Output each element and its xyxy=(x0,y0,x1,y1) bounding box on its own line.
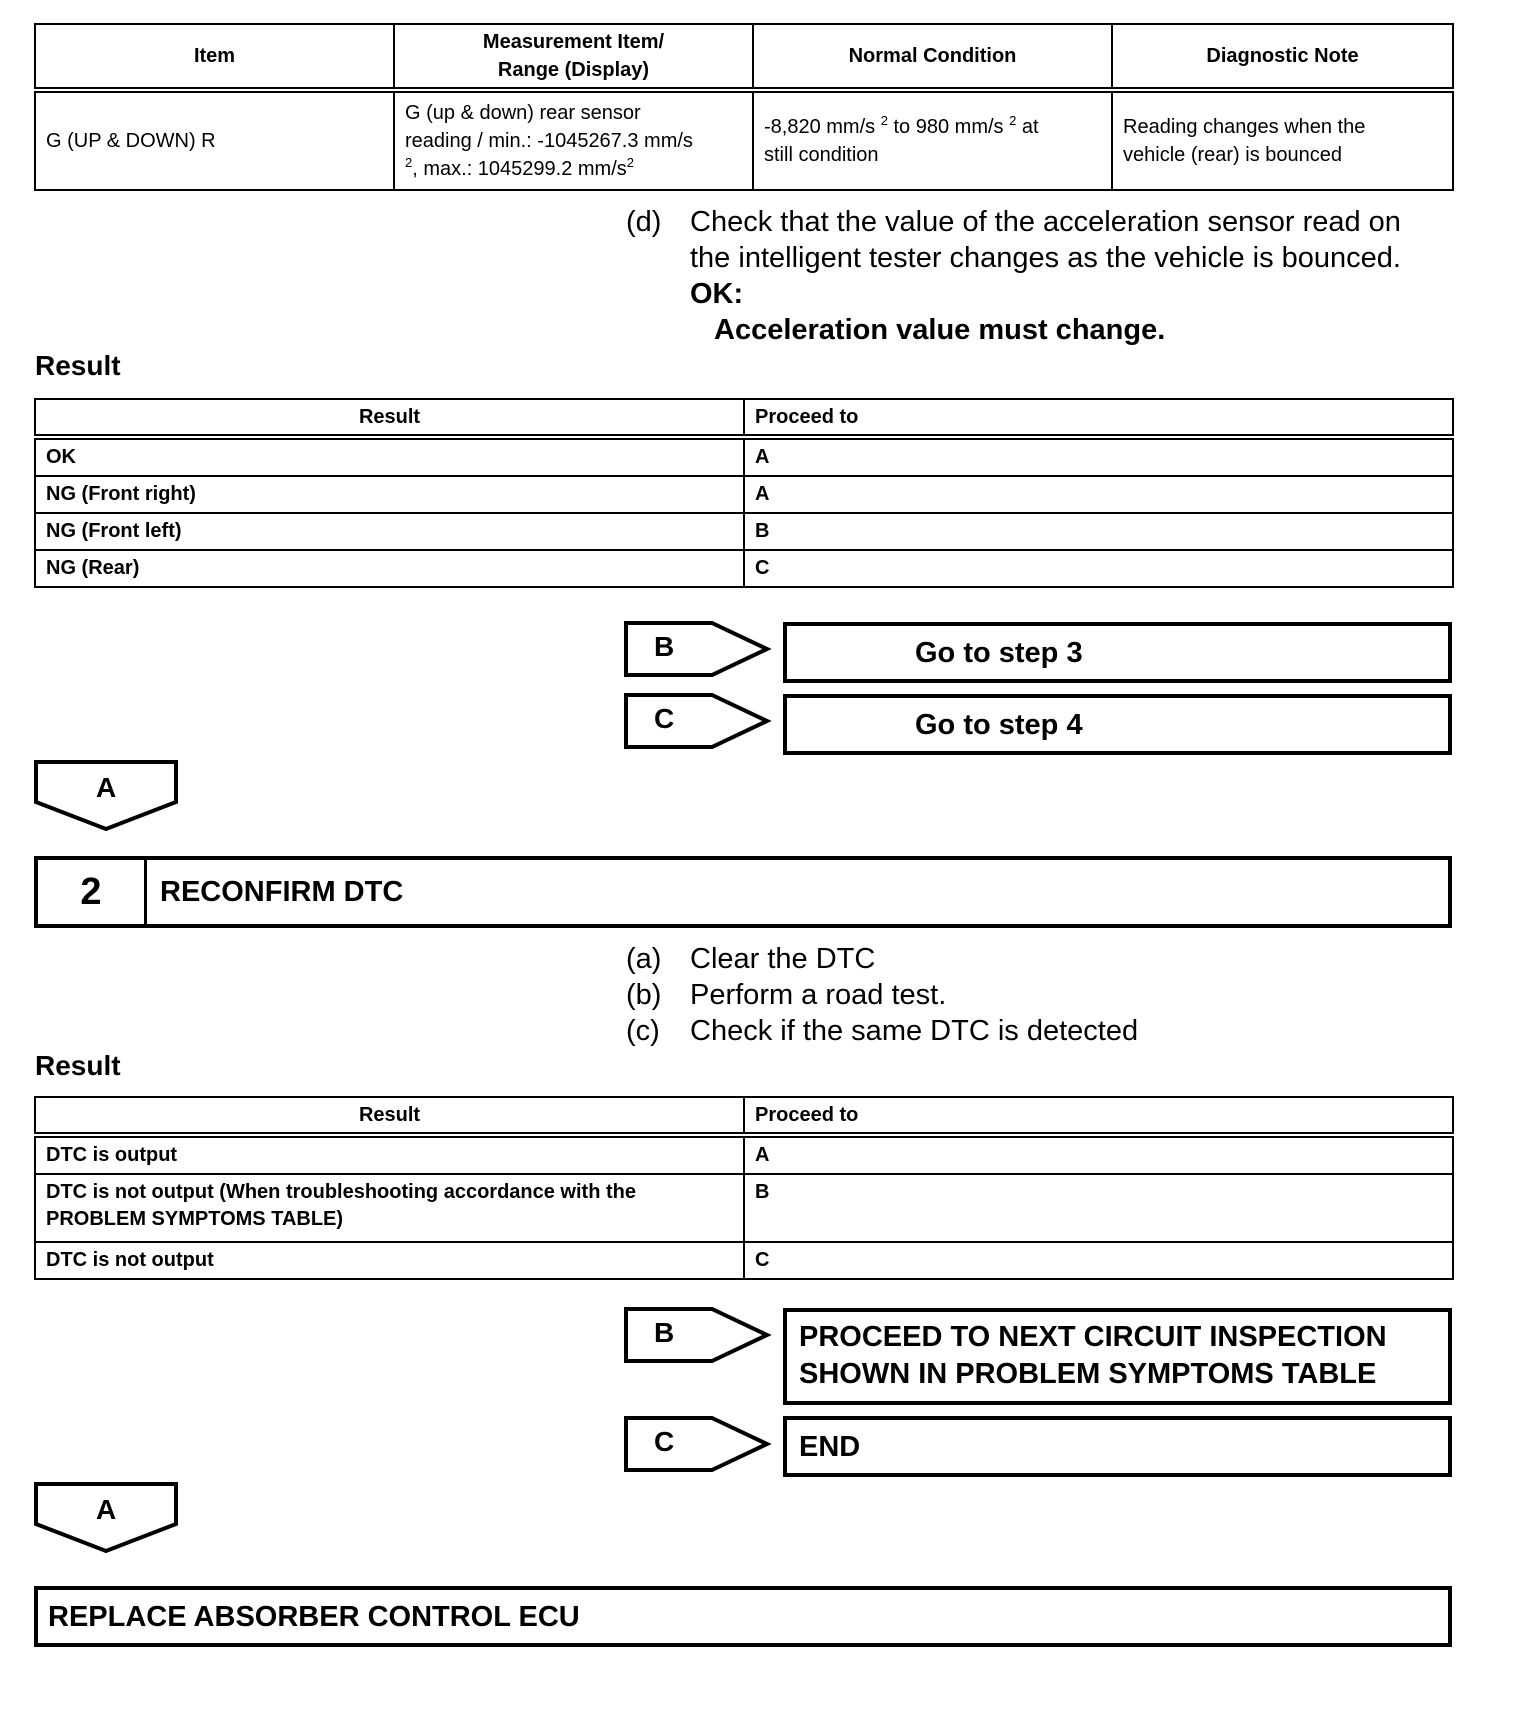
result-heading: Result xyxy=(35,1050,121,1081)
cell-proceed: C xyxy=(744,550,1453,587)
cell-result: NG (Front left) xyxy=(35,513,744,550)
note-line1: Reading changes when the xyxy=(1123,116,1366,138)
cell-proceed: C xyxy=(744,1242,1453,1279)
header-diagnostic-note: Diagnostic Note xyxy=(1112,24,1453,90)
instruction-text: Check if the same DTC is detected xyxy=(690,1015,1139,1047)
cell-normal-condition xyxy=(753,90,1112,190)
branch-tag-b[interactable] xyxy=(624,1307,770,1363)
normal-part: at xyxy=(1016,116,1039,138)
header-measurement-item xyxy=(394,24,753,90)
action-text: Go to step 3 xyxy=(915,637,1083,669)
ok-criteria: Acceleration value must change. xyxy=(714,314,1166,346)
header-proceed-to: Proceed to xyxy=(744,399,1453,437)
table-row xyxy=(35,476,1453,513)
instruction-label: (d) xyxy=(626,206,662,238)
measurement-line2: reading / min.: -1045267.3 mm/s xyxy=(405,130,693,152)
measurement-line3: , max.: 1045299.2 mm/s xyxy=(412,158,627,180)
instruction-label: (a) xyxy=(626,943,662,975)
action-line2: SHOWN IN PROBLEM SYMPTOMS TABLE xyxy=(799,1358,1377,1390)
step-title: RECONFIRM DTC xyxy=(160,875,404,908)
cell-result xyxy=(35,1174,744,1242)
table-row xyxy=(35,1135,1453,1174)
instruction-d xyxy=(626,204,1446,354)
measurement-spec-table xyxy=(34,23,1454,191)
replace-ecu-box[interactable] xyxy=(34,1586,1452,1647)
cell-proceed: B xyxy=(744,1174,1453,1242)
instruction-text: Perform a road test. xyxy=(690,979,947,1011)
result-table-1 xyxy=(34,398,1454,588)
result-table-2 xyxy=(34,1096,1454,1280)
cell-result: OK xyxy=(35,437,744,476)
ok-label: OK: xyxy=(690,278,744,310)
arrow-right-tag-icon xyxy=(624,693,770,749)
tag-letter: A xyxy=(96,772,117,803)
superscript: 2 xyxy=(405,155,413,170)
header-result: Result xyxy=(35,1097,744,1135)
tag-letter: C xyxy=(654,1426,675,1457)
normal-line2: still condition xyxy=(764,144,879,166)
cell-proceed: A xyxy=(744,437,1453,476)
instruction-text: Clear the DTC xyxy=(690,943,876,975)
step-number: 2 xyxy=(38,860,147,924)
table-row xyxy=(35,513,1453,550)
table-row xyxy=(35,1174,1453,1242)
instruction-label: (c) xyxy=(626,1015,660,1047)
cell-result: NG (Rear) xyxy=(35,550,744,587)
result-line2: PROBLEM SYMPTOMS TABLE) xyxy=(46,1208,344,1230)
tag-letter: B xyxy=(654,1317,675,1348)
action-line1: PROCEED TO NEXT CIRCUIT INSPECTION xyxy=(799,1321,1387,1353)
cell-diagnostic-note xyxy=(1112,90,1453,190)
cell-item: G (UP & DOWN) R xyxy=(35,90,394,190)
table-row xyxy=(35,437,1453,476)
table-row xyxy=(35,550,1453,587)
branch-tag-c[interactable] xyxy=(624,693,770,749)
cell-result: NG (Front right) xyxy=(35,476,744,513)
note-line2: vehicle (rear) is bounced xyxy=(1123,144,1342,166)
cell-result: DTC is not output xyxy=(35,1242,744,1279)
branch-tag-c[interactable] xyxy=(624,1416,770,1472)
arrow-right-tag-icon xyxy=(624,1416,770,1472)
superscript: 2 xyxy=(880,113,888,128)
go-to-step-4-box[interactable] xyxy=(783,694,1452,755)
tag-letter: A xyxy=(96,1494,117,1525)
table-row xyxy=(35,1242,1453,1279)
measurement-line1: G (up & down) rear sensor xyxy=(405,102,641,124)
header-item: Item xyxy=(35,24,394,90)
instruction-label: (b) xyxy=(626,979,662,1011)
cell-measurement xyxy=(394,90,753,190)
arrow-right-tag-icon xyxy=(624,621,770,677)
step-2-header xyxy=(34,856,1452,928)
branch-tag-b[interactable] xyxy=(624,621,770,677)
cell-proceed: B xyxy=(744,513,1453,550)
instruction-line1: Check that the value of the acceleration sensor read on xyxy=(690,206,1401,238)
action-text: END xyxy=(799,1431,861,1463)
step-2-instructions xyxy=(626,941,1446,1051)
final-action-text: REPLACE ABSORBER CONTROL ECU xyxy=(48,1601,580,1633)
result-line1: DTC is not output (When troubleshooting accordance with the xyxy=(46,1181,636,1203)
header-result: Result xyxy=(35,399,744,437)
proceed-next-circuit-box[interactable] xyxy=(783,1308,1452,1405)
cell-result: DTC is output xyxy=(35,1135,744,1174)
continue-tag-a[interactable] xyxy=(34,1482,180,1554)
arrow-right-tag-icon xyxy=(624,1307,770,1363)
end-box[interactable] xyxy=(783,1416,1452,1477)
superscript: 2 xyxy=(626,155,635,170)
instruction-line2: the intelligent tester changes as the vehicle is bounced. xyxy=(690,242,1401,274)
go-to-step-3-box[interactable] xyxy=(783,622,1452,683)
normal-part: -8,820 mm/s xyxy=(764,116,881,138)
result-heading: Result xyxy=(35,350,121,381)
table-row xyxy=(35,90,1453,190)
cell-proceed: A xyxy=(744,1135,1453,1174)
tag-letter: B xyxy=(654,631,675,662)
header-proceed-to: Proceed to xyxy=(744,1097,1453,1135)
superscript: 2 xyxy=(1009,113,1017,128)
header-measurement-line1: Measurement Item/ xyxy=(482,31,665,53)
continue-tag-a[interactable] xyxy=(34,760,180,832)
header-normal-condition: Normal Condition xyxy=(753,24,1112,90)
normal-part: to 980 mm/s xyxy=(887,116,1010,138)
header-measurement-line2: Range (Display) xyxy=(497,59,650,81)
cell-proceed: A xyxy=(744,476,1453,513)
action-text: Go to step 4 xyxy=(915,709,1083,741)
tag-letter: C xyxy=(654,703,675,734)
